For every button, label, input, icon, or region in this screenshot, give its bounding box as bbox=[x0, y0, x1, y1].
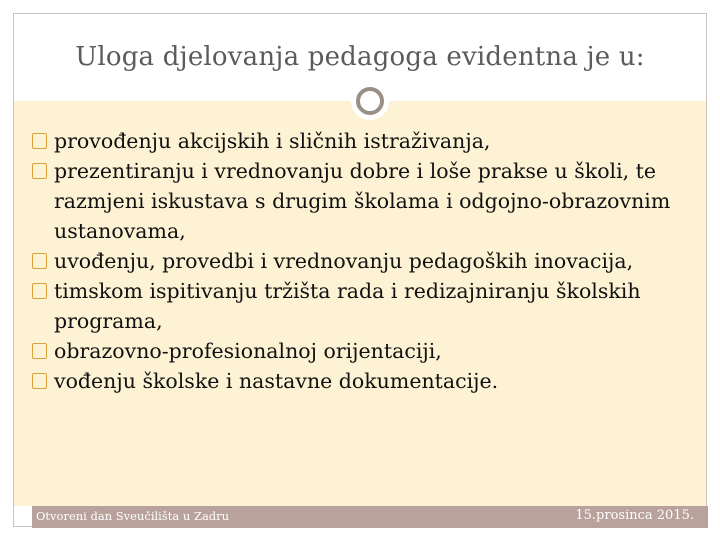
square-bullet-icon bbox=[32, 373, 47, 389]
square-bullet-icon bbox=[32, 253, 47, 269]
list-item bbox=[32, 276, 682, 336]
list-item bbox=[32, 366, 682, 396]
footer-date: 15.prosinca 2015. bbox=[575, 508, 694, 523]
bullet-text: obrazovno-profesionalnoj orijentaciji, bbox=[54, 339, 442, 363]
footer-bar bbox=[32, 506, 708, 528]
square-bullet-icon bbox=[32, 283, 47, 299]
list-item bbox=[32, 126, 682, 156]
bullet-text: uvođenju, provedbi i vrednovanju pedagoških inovacija, bbox=[54, 249, 634, 273]
list-item bbox=[32, 336, 682, 366]
list-item bbox=[32, 246, 682, 276]
square-bullet-icon bbox=[32, 133, 47, 149]
square-bullet-icon bbox=[32, 343, 47, 359]
slide bbox=[13, 13, 707, 527]
circle-ornament-ring-icon bbox=[356, 87, 384, 115]
square-bullet-icon bbox=[32, 163, 47, 179]
bullet-text: timskom ispitivanju tržišta rada i redizajniranju školskih programa, bbox=[54, 279, 641, 333]
list-item bbox=[32, 156, 682, 246]
bullet-list bbox=[32, 126, 682, 396]
bullet-text: vođenju školske i nastavne dokumentacije. bbox=[54, 369, 499, 393]
footer-event-label: Otvoreni dan Sveučilišta u Zadru bbox=[36, 509, 230, 523]
bullet-text: prezentiranju i vrednovanju dobre i loše prakse u školi, te razmjeni iskustava s drugim školama i odgojno-obrazovnim ustanovama, bbox=[54, 159, 671, 243]
slide-title: Uloga djelovanja pedagoga evidentna je u: bbox=[75, 42, 645, 72]
bullet-text: provođenju akcijskih i sličnih istraživanja, bbox=[54, 129, 491, 153]
